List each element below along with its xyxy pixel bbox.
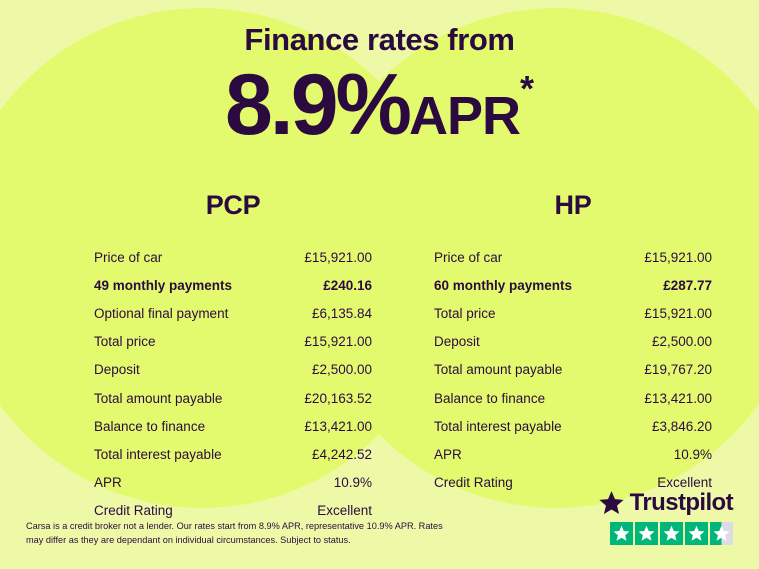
table-row (418, 440, 728, 468)
row-label: APR (94, 475, 122, 491)
row-value: £4,242.52 (311, 446, 372, 462)
row-label: APR (434, 446, 462, 462)
row-value: £3,846.20 (651, 418, 712, 434)
finance-table-hp (418, 190, 728, 497)
row-label: Total amount payable (94, 390, 223, 406)
row-value: £6,135.84 (311, 305, 372, 321)
row-value: £287.77 (663, 277, 712, 293)
row-label: Credit Rating (94, 503, 173, 519)
row-value: £20,163.52 (304, 390, 372, 406)
asterisk-marker: * (520, 68, 535, 109)
row-value: £2,500.00 (651, 334, 712, 350)
row-value: £15,921.00 (304, 334, 372, 350)
row-label: Total price (434, 305, 496, 321)
star-icon (610, 522, 633, 545)
page-title: Finance rates from (244, 22, 515, 57)
row-value: £13,421.00 (304, 418, 372, 434)
row-value: £240.16 (323, 277, 372, 293)
star-icon (685, 522, 708, 545)
row-value: £15,921.00 (644, 305, 712, 321)
row-label: Total price (94, 334, 156, 350)
row-value: £2,500.00 (311, 362, 372, 378)
row-label: Balance to finance (94, 418, 206, 434)
table-row (418, 271, 728, 299)
row-label: Credit Rating (434, 475, 513, 491)
row-value: £15,921.00 (644, 249, 712, 265)
row-label: Total interest payable (94, 446, 222, 462)
trustpilot-stars (533, 522, 733, 545)
table-row (78, 384, 388, 412)
trustpilot-rating (533, 489, 733, 545)
table-row (78, 440, 388, 468)
trustpilot-wordmark: Trustpilot (629, 489, 733, 516)
trustpilot-star-icon (598, 490, 625, 516)
row-value: 10.9% (333, 475, 372, 491)
column-title-pcp: PCP (205, 190, 261, 220)
table-row (78, 356, 388, 384)
column-title-hp: HP (554, 190, 592, 220)
row-label: Deposit (434, 334, 480, 350)
table-row (418, 243, 728, 271)
row-label: Total interest payable (434, 418, 562, 434)
row-value: Excellent (657, 475, 712, 491)
star-half-icon (710, 522, 733, 545)
row-value: Excellent (317, 503, 372, 519)
table-row (78, 299, 388, 327)
row-label: 49 monthly payments (94, 277, 233, 293)
star-icon (660, 522, 683, 545)
row-label: Price of car (94, 249, 163, 265)
table-row (78, 328, 388, 356)
row-value: £19,767.20 (644, 362, 712, 378)
table-row (418, 356, 728, 384)
rate-value: 8.9% (224, 57, 409, 153)
finance-table-pcp (78, 190, 388, 525)
row-value: £13,421.00 (644, 390, 712, 406)
table-row (78, 412, 388, 440)
table-row (418, 299, 728, 327)
table-row (418, 328, 728, 356)
disclaimer-text: Carsa is a credit broker not a lender. Our rates start from 8.9% APR, representative 10.9% APR. Rates may differ as they are dependant on individual circumstances. Subject to status. (26, 521, 443, 545)
row-value: 10.9% (673, 446, 712, 462)
table-row (78, 469, 388, 497)
row-label: Deposit (94, 362, 140, 378)
table-row (418, 384, 728, 412)
row-label: Balance to finance (434, 390, 546, 406)
table-row (78, 243, 388, 271)
table-row (78, 271, 388, 299)
row-label: Total amount payable (434, 362, 563, 378)
rate-unit: APR (409, 86, 521, 146)
row-label: Price of car (434, 249, 503, 265)
table-row (418, 412, 728, 440)
row-label: Optional final payment (94, 305, 229, 321)
headline-rate (0, 57, 759, 153)
row-label: 60 monthly payments (434, 277, 573, 293)
star-icon (635, 522, 658, 545)
trustpilot-logo (533, 489, 733, 517)
row-value: £15,921.00 (304, 249, 372, 265)
